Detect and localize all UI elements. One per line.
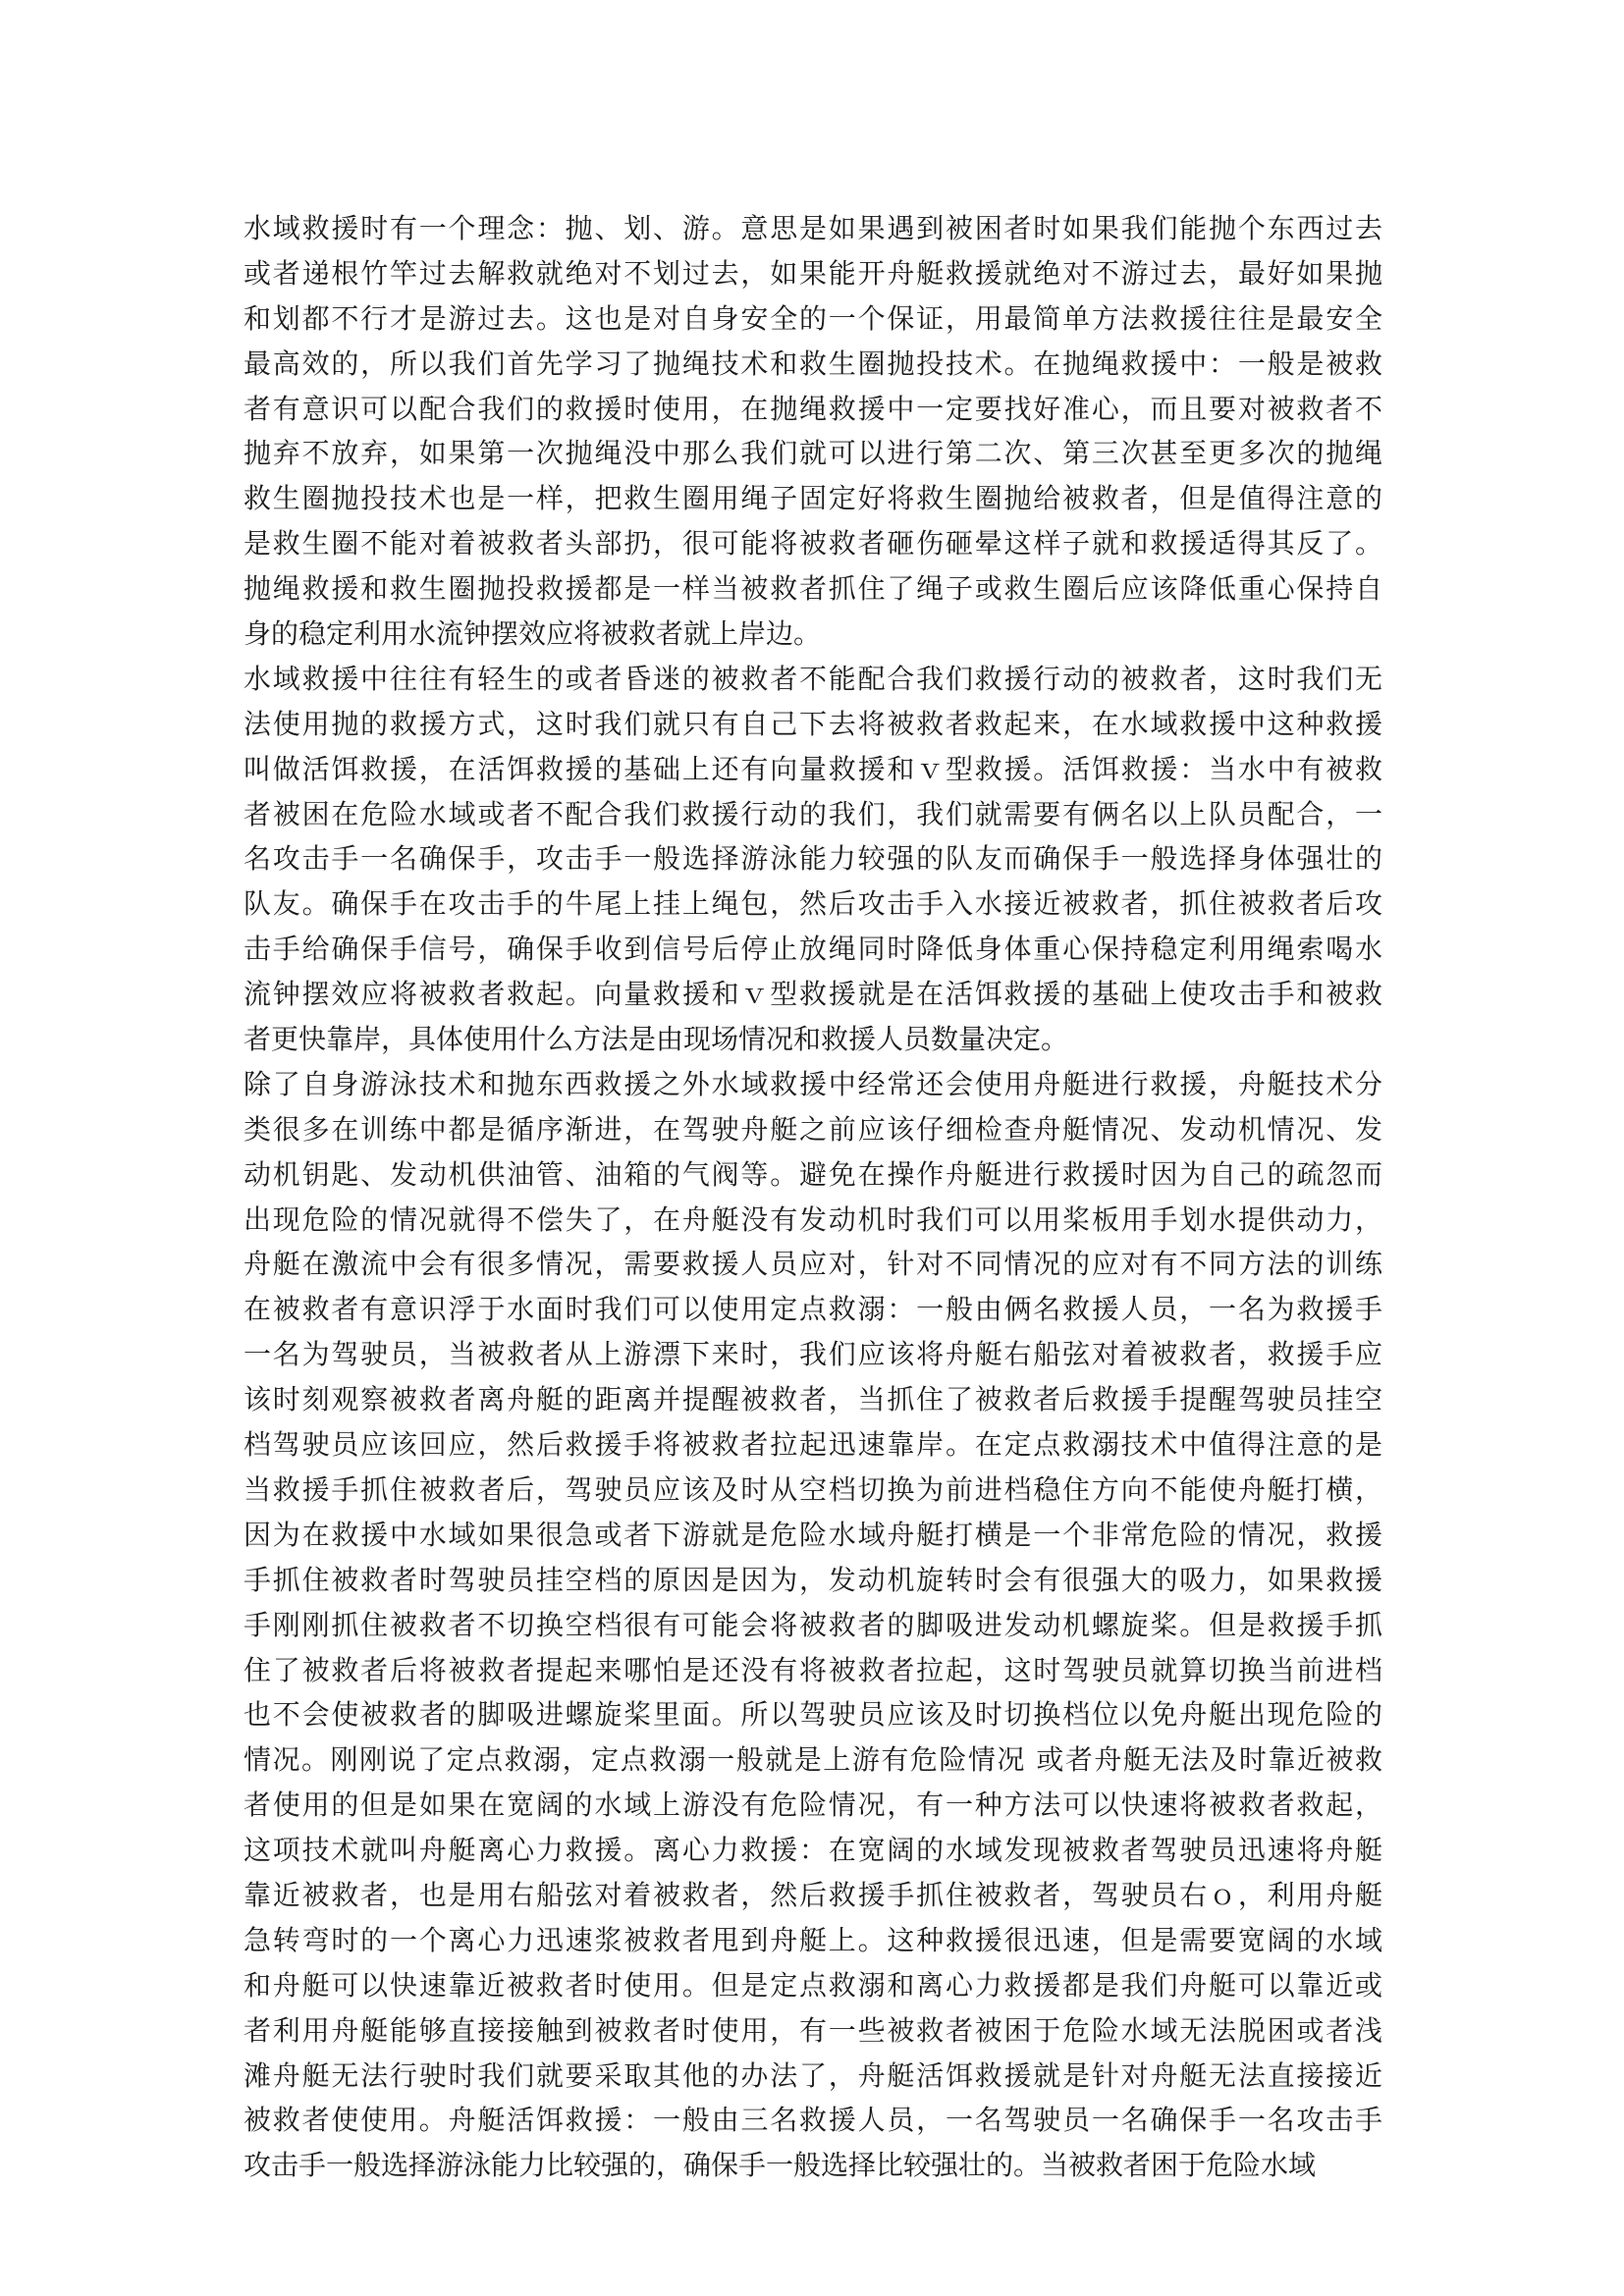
text-line: 动机钥匙、发动机供油管、油箱的气阀等。避免在操作舟艇进行救援时因为自己的疏忽而 (244, 1157, 1382, 1191)
text-line: 除了自身游泳技术和抛东西救援之外水域救援中经常还会使用舟艇进行救援，舟艇技术分 (244, 1067, 1382, 1100)
text-line: 者使用的但是如果在宽阔的水域上游没有危险情况，有一种方法可以快速将被救者救起， (244, 1789, 1382, 1822)
text-line: 类很多在训练中都是循序渐进，在驾驶舟艇之前应该仔细检查舟艇情况、发动机情况、发 (244, 1112, 1382, 1146)
text-line: 档驾驶员应该回应，然后救援手将被救者拉起迅速靠岸。在定点救溺技术中值得注意的是 (244, 1428, 1382, 1462)
text-line: 攻击手一般选择游泳能力比较强的，确保手一般选择比较强壮的。当被救者困于危险水域 (244, 2149, 1317, 2182)
text-line: 流钟摆效应将被救者救起。向量救援和ｖ型救援就是在活饵救援的基础上使攻击手和被救 (244, 978, 1382, 1011)
text-line: 水域救援时有一个理念：抛、划、游。意思是如果遇到被困者时如果我们能抛个东西过去 (244, 212, 1382, 244)
text-line: 手抓住被救者时驾驶员挂空档的原因是因为，发动机旋转时会有很强大的吸力，如果救援 (244, 1563, 1382, 1596)
text-line: 和划都不行才是游过去。这也是对自身安全的一个保证，用最简单方法救援往往是最安全 (244, 301, 1382, 335)
text-line: 在被救者有意识浮于水面时我们可以使用定点救溺：一般由俩名救援人员，一名为救援手 (244, 1293, 1382, 1326)
text-line: 水域救援中往往有轻生的或者昏迷的被救者不能配合我们救援行动的被救者，这时我们无 (244, 662, 1382, 695)
text-line: 该时刻观察被救者离舟艇的距离并提醒被救者，当抓住了被救者后救援手提醒驾驶员挂空 (244, 1383, 1382, 1416)
text-line: 击手给确保手信号，确保手收到信号后停止放绳同时降低身体重心保持稳定利用绳索喝水 (244, 933, 1382, 966)
text-line: 因为在救援中水域如果很急或者下游就是危险水域舟艇打横是一个非常危险的情况，救援 (244, 1518, 1382, 1551)
text-line: 身的稳定利用水流钟摆效应将被救者就上岸边。 (244, 617, 822, 651)
text-line: 或者递根竹竿过去解救就绝对不划过去，如果能开舟艇救援就绝对不游过去，最好如果抛 (244, 256, 1382, 290)
text-line: 队友。确保手在攻击手的牛尾上挂上绳包，然后攻击手入水接近被救者，抓住被救者后攻 (244, 887, 1382, 921)
text-line: 情况。刚刚说了定点救溺，定点救溺一般就是上游有危险情况 或者舟艇无法及时靠近被救 (244, 1743, 1382, 1777)
text-line: 是救生圈不能对着被救者头部扔，很可能将被救者砸伤砸晕这样子就和救援适得其反了。 (244, 527, 1382, 561)
text-line: 抛弃不放弃，如果第一次抛绳没中那么我们就可以进行第二次、第三次甚至更多次的抛绳 (244, 437, 1382, 470)
text-line: 名攻击手一名确保手，攻击手一般选择游泳能力较强的队友而确保手一般选择身体强壮的 (244, 842, 1382, 876)
text-line: 舟艇在激流中会有很多情况，需要救援人员应对，针对不同情况的应对有不同方法的训练 (244, 1248, 1382, 1281)
text-line: 靠近被救者，也是用右船弦对着被救者，然后救援手抓住被救者，驾驶员右ｏ，利用舟艇 (244, 1878, 1382, 1911)
text-line: 也不会使被救者的脚吸进螺旋桨里面。所以驾驶员应该及时切换档位以免舟艇出现危险的 (244, 1698, 1382, 1732)
text-line: 被救者使使用。舟艇活饵救援：一般由三名救援人员，一名驾驶员一名确保手一名攻击手 (244, 2104, 1382, 2137)
text-line: 手刚刚抓住被救者不切换空档很有可能会将被救者的脚吸进发动机螺旋桨。但是救援手抓 (244, 1608, 1382, 1641)
text-line: 出现危险的情况就得不偿失了，在舟艇没有发动机时我们可以用桨板用手划水提供动力， (244, 1202, 1382, 1236)
text-line: 住了被救者后将被救者提起来哪怕是还没有将被救者拉起，这时驾驶员就算切换当前进档 (244, 1653, 1382, 1686)
paragraph (244, 657, 1382, 1062)
paragraph (244, 206, 1382, 657)
text-line: 这项技术就叫舟艇离心力救援。离心力救援：在宽阔的水域发现被救者驾驶员迅速将舟艇 (244, 1834, 1382, 1867)
document-body (244, 206, 1382, 2188)
text-line: 抛绳救援和救生圈抛投救援都是一样当被救者抓住了绳子或救生圈后应该降低重心保持自 (244, 572, 1382, 606)
text-line: 最高效的，所以我们首先学习了抛绳技术和救生圈抛投技术。在抛绳救援中：一般是被救 (244, 347, 1382, 380)
text-line: 法使用抛的救援方式，这时我们就只有自己下去将被救者救起来，在水域救援中这种救援 (244, 707, 1382, 740)
text-line: 滩舟艇无法行驶时我们就要采取其他的办法了，舟艇活饵救援就是针对舟艇无法直接接近 (244, 2058, 1382, 2092)
text-line: 者更快靠岸，具体使用什么方法是由现场情况和救援人员数量决定。 (244, 1023, 1069, 1056)
text-line: 者有意识可以配合我们的救援时使用，在抛绳救援中一定要找好准心，而且要对被救者不 (244, 392, 1382, 425)
paragraph (244, 1062, 1382, 2188)
text-line: 和舟艇可以快速靠近被救者时使用。但是定点救溺和离心力救援都是我们舟艇可以靠近或 (244, 1968, 1382, 2002)
text-line: 救生圈抛投技术也是一样，把救生圈用绳子固定好将救生圈抛给被救者，但是值得注意的 (244, 482, 1382, 515)
text-line: 一名为驾驶员，当被救者从上游漂下来时，我们应该将舟艇右船弦对着被救者，救援手应 (244, 1338, 1382, 1371)
text-line: 叫做活饵救援，在活饵救援的基础上还有向量救援和ｖ型救援。活饵救援：当水中有被救 (244, 752, 1382, 785)
text-line: 者利用舟艇能够直接接触到被救者时使用，有一些被救者被困于危险水域无法脱困或者浅 (244, 2013, 1382, 2047)
text-line: 急转弯时的一个离心力迅速浆被救者甩到舟艇上。这种救援很迅速，但是需要宽阔的水域 (244, 1923, 1382, 1956)
text-line: 当救援手抓住被救者后，驾驶员应该及时从空档切换为前进档稳住方向不能使舟艇打横， (244, 1472, 1382, 1506)
text-line: 者被困在危险水域或者不配合我们救援行动的我们，我们就需要有俩名以上队员配合，一 (244, 797, 1382, 830)
